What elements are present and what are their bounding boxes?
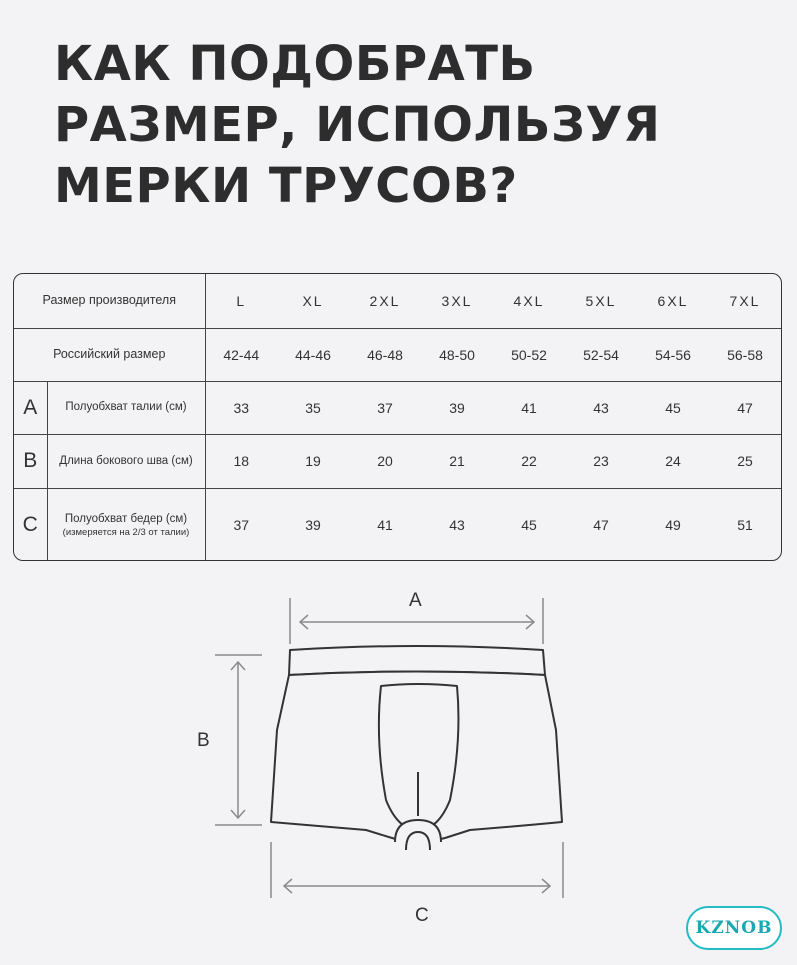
page-title xyxy=(54,34,661,217)
russian-size-cell: 48-50 xyxy=(421,328,493,381)
measurement-cell: 39 xyxy=(277,488,349,561)
measurement-cell: 47 xyxy=(709,381,781,434)
measurement-cell: 45 xyxy=(493,488,565,561)
measurement-cell: 21 xyxy=(421,434,493,488)
measurement-cell: 33 xyxy=(205,381,277,434)
measurement-cell: 41 xyxy=(349,488,421,561)
row-letter-b: B xyxy=(14,434,47,488)
manufacturer-size-cell: 3XL xyxy=(421,274,493,328)
russian-size-cell: 50-52 xyxy=(493,328,565,381)
russian-size-cell: 42-44 xyxy=(205,328,277,381)
side-seam-dimension-arrow xyxy=(215,655,262,825)
measurement-row-a xyxy=(14,381,781,434)
measurement-cell: 18 xyxy=(205,434,277,488)
manufacturer-size-cell: 7XL xyxy=(709,274,781,328)
russian-size-row xyxy=(14,328,781,381)
manufacturer-size-cell: XL xyxy=(277,274,349,328)
manufacturer-size-label: Размер производителя xyxy=(14,274,205,328)
boxer-briefs-illustration xyxy=(0,580,797,960)
measurement-cell: 35 xyxy=(277,381,349,434)
measurement-cell: 39 xyxy=(421,381,493,434)
hip-half-girth-text: Полуобхват бедер (см) xyxy=(64,512,188,525)
boxer-briefs-outline xyxy=(271,646,562,850)
russian-size-label: Российский размер xyxy=(14,328,205,381)
measurement-cell: 20 xyxy=(349,434,421,488)
row-letter-c: C xyxy=(14,488,47,561)
waist-half-girth-label: Полуобхват талии (см) xyxy=(47,381,205,434)
hip-dimension-arrow xyxy=(271,842,563,898)
measurement-row-b xyxy=(14,434,781,488)
manufacturer-size-row xyxy=(14,274,781,328)
measurement-cell: 19 xyxy=(277,434,349,488)
manufacturer-size-cell: 2XL xyxy=(349,274,421,328)
measurement-cell: 23 xyxy=(565,434,637,488)
measurement-row-c xyxy=(14,488,781,561)
measurement-cell: 37 xyxy=(205,488,277,561)
hip-half-girth-label xyxy=(47,488,205,561)
measurement-cell: 25 xyxy=(709,434,781,488)
measurement-cell: 41 xyxy=(493,381,565,434)
manufacturer-size-cell: 4XL xyxy=(493,274,565,328)
hip-measure-note: (измеряется на 2/3 от талии) xyxy=(62,526,190,538)
measurement-cell: 37 xyxy=(349,381,421,434)
measurement-cell: 24 xyxy=(637,434,709,488)
measurement-cell: 49 xyxy=(637,488,709,561)
title-line-1: КАК ПОДОБРАТЬ xyxy=(54,36,536,92)
boxer-briefs-diagram xyxy=(0,580,797,960)
russian-size-cell: 52-54 xyxy=(565,328,637,381)
row-letter-a: A xyxy=(14,381,47,434)
kznob-watermark-logo xyxy=(686,906,782,950)
label-b: B xyxy=(197,730,210,751)
measurement-cell: 43 xyxy=(565,381,637,434)
watermark-text: KZNOB xyxy=(695,918,773,938)
manufacturer-size-cell: 6XL xyxy=(637,274,709,328)
russian-size-cell: 44-46 xyxy=(277,328,349,381)
measurement-cell: 47 xyxy=(565,488,637,561)
side-seam-length-label: Длина бокового шва (см) xyxy=(47,434,205,488)
russian-size-cell: 54-56 xyxy=(637,328,709,381)
size-chart-table xyxy=(13,273,782,561)
measurement-cell: 51 xyxy=(709,488,781,561)
russian-size-cell: 56-58 xyxy=(709,328,781,381)
measurement-cell: 22 xyxy=(493,434,565,488)
measurement-cell: 45 xyxy=(637,381,709,434)
manufacturer-size-cell: L xyxy=(205,274,277,328)
manufacturer-size-cell: 5XL xyxy=(565,274,637,328)
russian-size-cell: 46-48 xyxy=(349,328,421,381)
label-a: A xyxy=(409,590,422,611)
title-line-2: РАЗМЕР, ИСПОЛЬЗУЯ xyxy=(54,97,661,153)
measurement-cell: 43 xyxy=(421,488,493,561)
label-c: C xyxy=(415,905,429,926)
title-line-3: МЕРКИ ТРУСОВ? xyxy=(54,158,518,214)
